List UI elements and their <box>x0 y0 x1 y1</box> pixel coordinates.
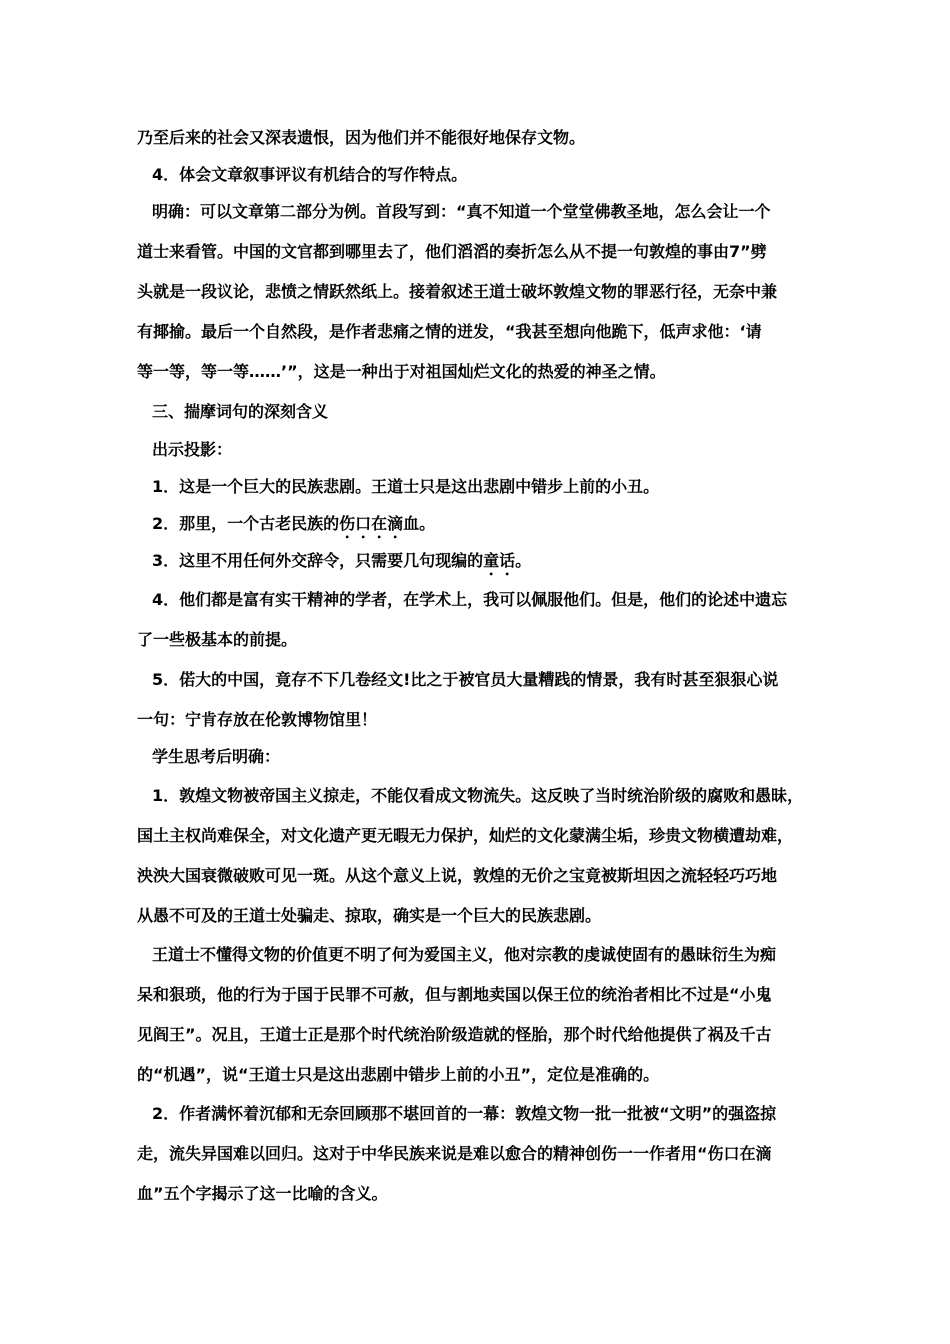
quote-item-4: 4．他们都是富有实干精神的学者，在学术上，我可以佩服他们。但是，他们的论述中遗忘 <box>152 590 788 609</box>
quote-item-3: 3．这里不用任何外交辞令，只需要几句现编的童话。 <box>152 551 532 570</box>
answer-item-2: 2．作者满怀着沉郁和无奈回顾那不堪回首的一幕：敦煌文物一批一批被“文明”的强盗掠 <box>152 1104 777 1123</box>
paragraph-line: 等一等，等一等……’”，这是一种出于对祖国灿烂文化的热爱的神圣之情。 <box>137 362 666 381</box>
paragraph-line: 学生思考后明确： <box>152 747 281 766</box>
paragraph-line: 走，流失异国难以回归。这对于中华民族来说是难以愈合的精神创伤一一作者用“伤口在滴 <box>137 1144 772 1163</box>
paragraph-line: 了一些极基本的前提。 <box>137 630 298 649</box>
paragraph-line: 4．体会文章叙事评议有机结合的写作特点。 <box>152 165 468 184</box>
paragraph-line: 乃至后来的社会又深表遗恨，因为他们并不能很好地保存文物。 <box>137 128 586 147</box>
emphasized-text: 童话 <box>483 551 516 570</box>
emphasized-text: 伤口在滴 <box>339 514 404 533</box>
section-heading: 三、揣摩词句的深刻含义 <box>152 402 329 421</box>
paragraph-line: 见阎王”。况且，王道士正是那个时代统治阶级造就的怪胎，那个时代给他提供了祸及千古 <box>137 1025 772 1044</box>
paragraph-line: 有揶揄。最后一个自然段，是作者悲痛之情的迸发，“我甚至想向他跪下，低声求他：‘请 <box>137 322 762 341</box>
quote-item-5: 5．偌大的中国，竟存不下几卷经文!比之于被官员大量糟践的情景，我有时甚至狠狠心说 <box>152 670 779 689</box>
answer-item-1: 1．敦煌文物被帝国主义掠走，不能仅看成文物流失。这反映了当时统治阶级的腐败和愚昧， <box>152 786 804 805</box>
paragraph-line: 国土主权尚难保全，对文化遗产更无暇无力保护，灿烂的文化蒙满尘垢，珍贵文物横遭劫难， <box>137 826 794 845</box>
paragraph-line: 王道士不懂得文物的价值更不明了何为爱国主义，他对宗教的虔诚使固有的愚昧衍生为痴 <box>152 945 777 964</box>
paragraph-line: 一句：宁肯存放在伦敦博物馆里！ <box>137 710 378 729</box>
paragraph-line: 泱泱大国衰微破败可见一斑。从这个意义上说，敦煌的无价之宝竟被斯坦因之流轻轻巧巧地 <box>137 866 778 885</box>
paragraph-line: 道士来看管。中国的文官都到哪里去了，他们滔滔的奏折怎么从不提一句敦煌的事由7”劈 <box>137 242 767 261</box>
paragraph-line: 头就是一段议论，悲愤之情跃然纸上。接着叙述王道士破坏敦煌文物的罪恶行径，无奈中兼 <box>137 282 778 301</box>
quote-item-1: 1．这是一个巨大的民族悲剧。王道士只是这出悲剧中错步上前的小丑。 <box>152 477 660 496</box>
paragraph-line: 明确：可以文章第二部分为例。首段写到：“真不知道一个堂堂佛教圣地，怎么会让一个 <box>152 202 771 221</box>
paragraph-line: 的“机遇”，说“王道士只是这出悲剧中错步上前的小丑”，定位是准确的。 <box>137 1065 660 1084</box>
quote-item-2: 2．那里，一个古老民族的伤口在滴血。 <box>152 514 436 533</box>
paragraph-line: 出示投影： <box>152 440 233 459</box>
paragraph-line: 血”五个字揭示了这一比喻的含义。 <box>137 1184 388 1203</box>
paragraph-line: 从愚不可及的王道士处骗走、掠取，确实是一个巨大的民族悲剧。 <box>137 906 602 925</box>
paragraph-line: 呆和狠琐，他的行为于国于民罪不可赦，但与割地卖国以保王位的统治者相比不过是“小鬼 <box>137 985 772 1004</box>
